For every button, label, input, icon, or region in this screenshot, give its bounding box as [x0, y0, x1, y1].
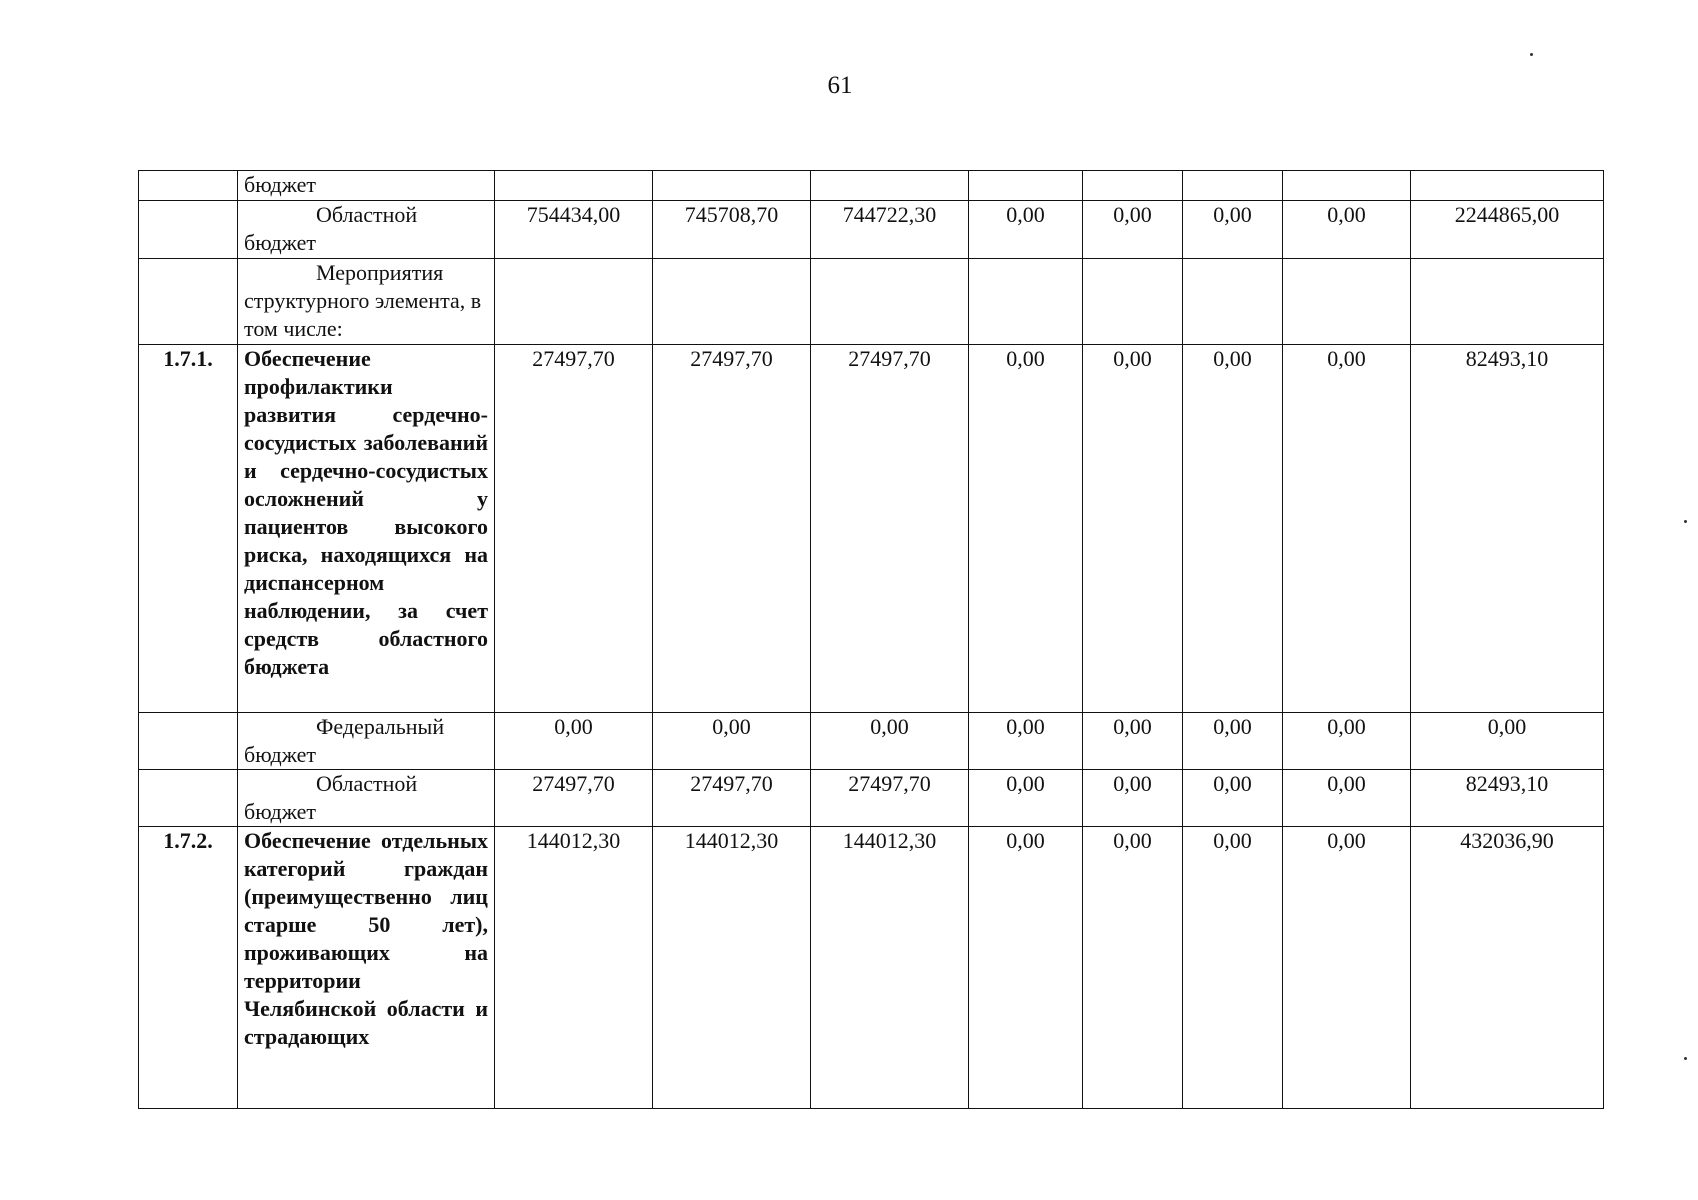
value-cell: 0,00 — [1283, 201, 1411, 259]
row-name — [238, 345, 495, 713]
value-cell: 0,00 — [969, 201, 1083, 259]
value-cell: 0,00 — [1283, 345, 1411, 713]
value-cell — [811, 171, 969, 201]
value-cell — [969, 259, 1083, 345]
row-name-text: Обеспечение профилактики развития сердечно-сосудистых заболеваний и сердечно-сосудистых осложнений у пациентов высокого риска, находящихся на диспансерном наблюдении, за счет средств областного бюджета — [244, 346, 488, 679]
budget-table-body — [139, 171, 1604, 1109]
value-cell: 0,00 — [811, 713, 969, 770]
value-cell: 27497,70 — [811, 770, 969, 827]
value-cell: 82493,10 — [1411, 770, 1604, 827]
value-cell: 0,00 — [1183, 201, 1283, 259]
value-cell: 27497,70 — [653, 345, 811, 713]
value-cell: 0,00 — [1411, 713, 1604, 770]
value-cell: 0,00 — [1183, 345, 1283, 713]
value-cell: 745708,70 — [653, 201, 811, 259]
value-cell — [1283, 259, 1411, 345]
value-cell: 0,00 — [1083, 345, 1183, 713]
table-row — [139, 259, 1604, 345]
value-cell — [1183, 171, 1283, 201]
value-cell: 754434,00 — [495, 201, 653, 259]
value-cell: 27497,70 — [811, 345, 969, 713]
value-cell: 0,00 — [1283, 770, 1411, 827]
value-cell — [653, 259, 811, 345]
page-number: 61 — [827, 72, 853, 99]
value-cell: 0,00 — [1183, 713, 1283, 770]
value-cell: 27497,70 — [495, 345, 653, 713]
row-number — [139, 770, 238, 827]
row-number — [139, 171, 238, 201]
row-name — [238, 201, 495, 259]
table-row — [139, 827, 1604, 1109]
row-name — [238, 171, 495, 201]
value-cell — [1411, 171, 1604, 201]
row-number: 1.7.2. — [139, 827, 238, 1109]
table-row — [139, 770, 1604, 827]
row-name — [238, 770, 495, 827]
table-row — [139, 345, 1604, 713]
value-cell — [653, 171, 811, 201]
row-name-text: Федеральный бюджет — [244, 714, 445, 767]
row-name-text: Мероприятия структурного элемента, в том числе: — [244, 260, 482, 341]
scan-speck — [1530, 53, 1533, 56]
row-name-text: Областной бюджет — [244, 771, 418, 824]
scan-speck — [1684, 520, 1687, 523]
value-cell: 144012,30 — [653, 827, 811, 1109]
value-cell: 0,00 — [653, 713, 811, 770]
row-name-text: Обеспечение отдельных категорий граждан (преимущественно лиц старше 50 лет), проживающих на территории Челябинской области и страдающих — [244, 828, 488, 1049]
value-cell: 0,00 — [1083, 827, 1183, 1109]
value-cell — [495, 259, 653, 345]
value-cell: 0,00 — [1083, 713, 1183, 770]
scan-speck — [1684, 1057, 1687, 1060]
row-number: 1.7.1. — [139, 345, 238, 713]
row-number — [139, 259, 238, 345]
value-cell — [495, 171, 653, 201]
table-row — [139, 171, 1604, 201]
value-cell: 0,00 — [1083, 770, 1183, 827]
value-cell: 0,00 — [969, 770, 1083, 827]
value-cell: 144012,30 — [495, 827, 653, 1109]
table-row — [139, 201, 1604, 259]
row-name-text: Областной бюджет — [244, 202, 418, 255]
value-cell: 0,00 — [969, 713, 1083, 770]
row-name — [238, 259, 495, 345]
value-cell — [1183, 259, 1283, 345]
row-name — [238, 713, 495, 770]
value-cell — [1411, 259, 1604, 345]
table-row — [139, 713, 1604, 770]
value-cell: 0,00 — [1283, 827, 1411, 1109]
value-cell: 0,00 — [969, 345, 1083, 713]
value-cell: 27497,70 — [653, 770, 811, 827]
value-cell: 144012,30 — [811, 827, 969, 1109]
value-cell: 27497,70 — [495, 770, 653, 827]
value-cell: 0,00 — [1183, 827, 1283, 1109]
value-cell: 0,00 — [969, 827, 1083, 1109]
value-cell: 0,00 — [1083, 201, 1183, 259]
value-cell: 744722,30 — [811, 201, 969, 259]
value-cell — [969, 171, 1083, 201]
value-cell: 0,00 — [495, 713, 653, 770]
value-cell — [1083, 171, 1183, 201]
value-cell: 432036,90 — [1411, 827, 1604, 1109]
row-number — [139, 201, 238, 259]
row-name-text: бюджет — [244, 172, 316, 197]
value-cell: 0,00 — [1183, 770, 1283, 827]
value-cell — [1083, 259, 1183, 345]
row-name — [238, 827, 495, 1109]
row-number — [139, 713, 238, 770]
value-cell: 0,00 — [1283, 713, 1411, 770]
value-cell: 82493,10 — [1411, 345, 1604, 713]
value-cell — [811, 259, 969, 345]
budget-table — [138, 170, 1604, 1109]
value-cell: 2244865,00 — [1411, 201, 1604, 259]
value-cell — [1283, 171, 1411, 201]
